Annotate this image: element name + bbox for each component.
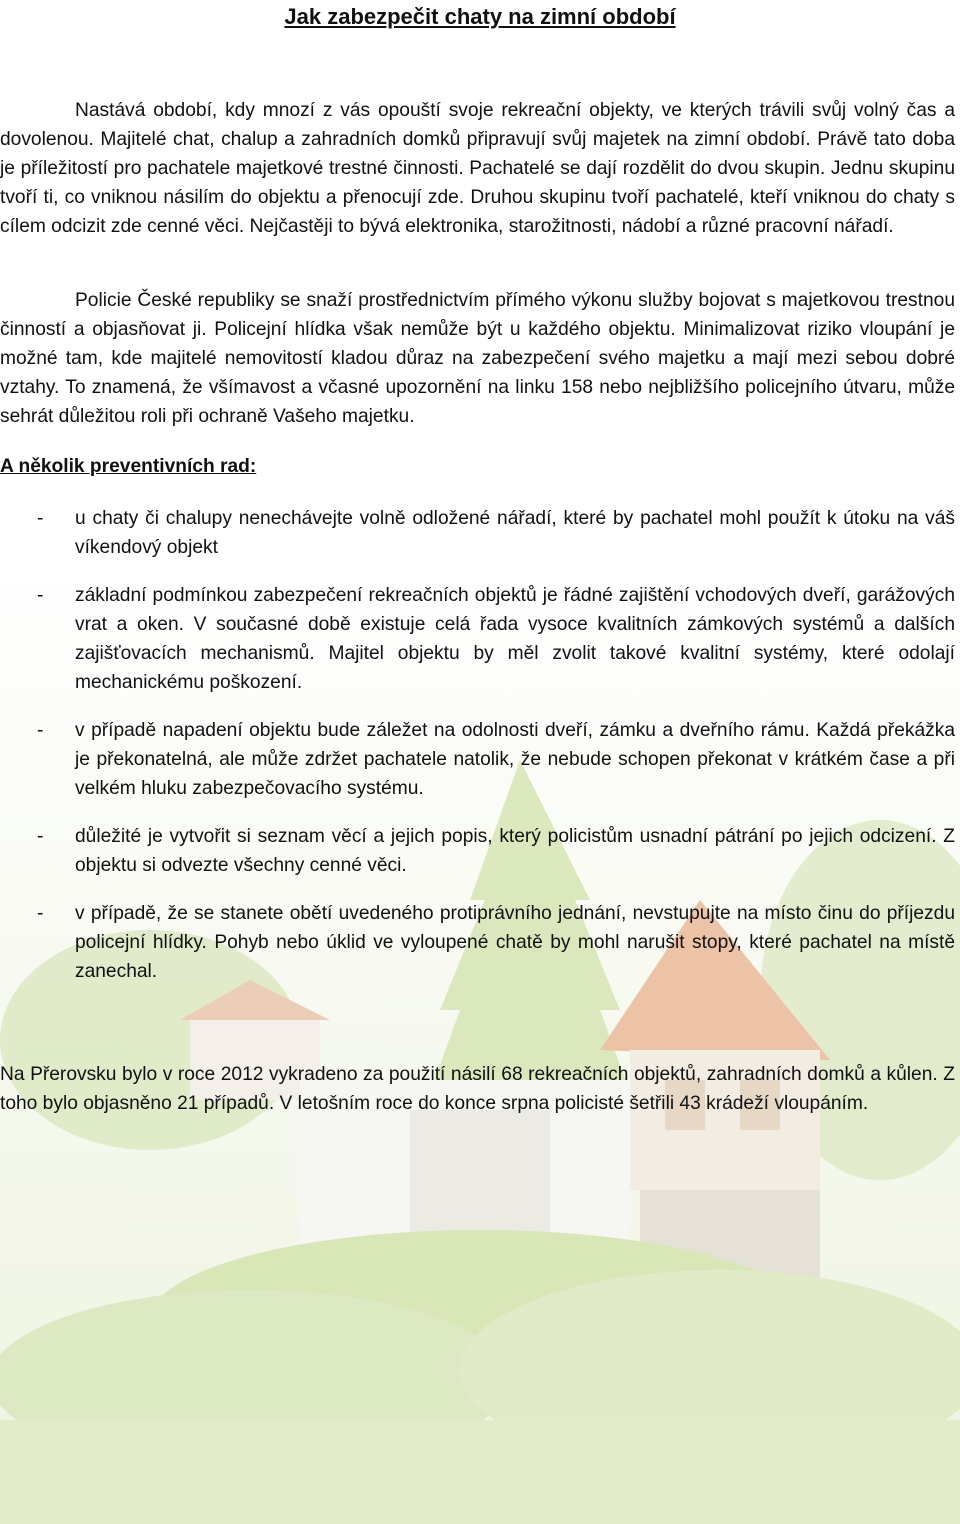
tip-item [0,822,955,880]
police-paragraph: Policie České republiky se snaží prostřednictvím přímého výkonu služby bojovat s majetkovou trestnou činností a objasňovat ji. Policejní hlídka však nemůže být u každého objektu. Minimalizovat riziko vloupání je možné tam, kde majitelé nemovitostí kladou důraz na zabezpečení svého majetku a mají mezi sebou dobré vztahy. To znamená, že všímavost a včasné upozornění na linku 158 nebo nejbližšího policejního útvaru, může sehrát důležitou roli při ochraně Vašeho majetku. [0,290,955,427]
bullet-dash: - [37,585,44,606]
tip-item [0,899,955,986]
tip-text: důležité je vytvořit si seznam věcí a jejich popis, který policistům usnadní pátrání po jejich odcizení. Z objektu si odvezte všechny cenné věci. [75,826,955,876]
bullet-dash: - [37,826,44,847]
tip-item [0,504,955,562]
statistics-paragraph: Na Přerovsku bylo v roce 2012 vykradeno za použití násilí 68 rekreačních objektů, zahradních domků a kůlen. Z toho bylo objasněno 21 případů. V letošním roce do konce srpna policisté šetřili 43 krádeží vloupáním. [0,1064,955,1114]
tip-item [0,716,955,803]
tip-text: v případě, že se stanete obětí uvedeného protiprávního jednání, nevstupujte na místo činu do příjezdu policejní hlídky. Pohyb nebo úklid ve vyloupené chatě by mohl narušit stopy, které pachatel na místě zanechal. [75,903,955,982]
document-title: Jak zabezpečit chaty na zimní období [284,4,676,29]
bullet-dash: - [37,903,44,924]
tips-heading: A několik preventivních rad: [0,456,257,477]
bullet-dash: - [37,508,44,529]
bullet-dash: - [37,720,44,741]
tip-text: u chaty či chalupy nenechávejte volně odložené nářadí, které by pachatel mohl použít k útoku na váš víkendový objekt [75,508,955,558]
intro-paragraph: Nastává období, kdy mnozí z vás opouští svoje rekreační objekty, ve kterých trávili svůj volný čas a dovolenou. Majitelé chat, chalup a zahradních domků připravují svůj majetek na zimní období. Právě tato doba je příležitostí pro pachatele majetkové trestné činnosti. Pachatelé se dají rozdělit do dvou skupin. Jednu skupinu tvoří ti, co vniknou násilím do objektu a přenocují zde. Druhou skupinu tvoří pachatelé, kteří vniknou do chaty s cílem odcizit zde cenné věci. Nejčastěji to bývá elektronika, starožitnosti, nádobí a různé pracovní nářadí. [0,100,955,237]
tip-text: v případě napadení objektu bude záležet na odolnosti dveří, zámku a dveřního rámu. Každá překážka je překonatelná, ale může zdržet pachatele natolik, že nebude schopen překonat v krátkém čase a při velkém hluku zabezpečovacího systému. [75,720,955,799]
tip-item [0,581,955,697]
tip-text: základní podmínkou zabezpečení rekreačních objektů je řádné zajištění vchodových dveří, garážových vrat a oken. V současné době existuje celá řada vysoce kvalitních zámkových systémů a dalších zajišťovacích mechanismů. Majitel objektu by měl zvolit takové kvalitní systémy, které odolají mechanickému poškození. [75,585,955,693]
